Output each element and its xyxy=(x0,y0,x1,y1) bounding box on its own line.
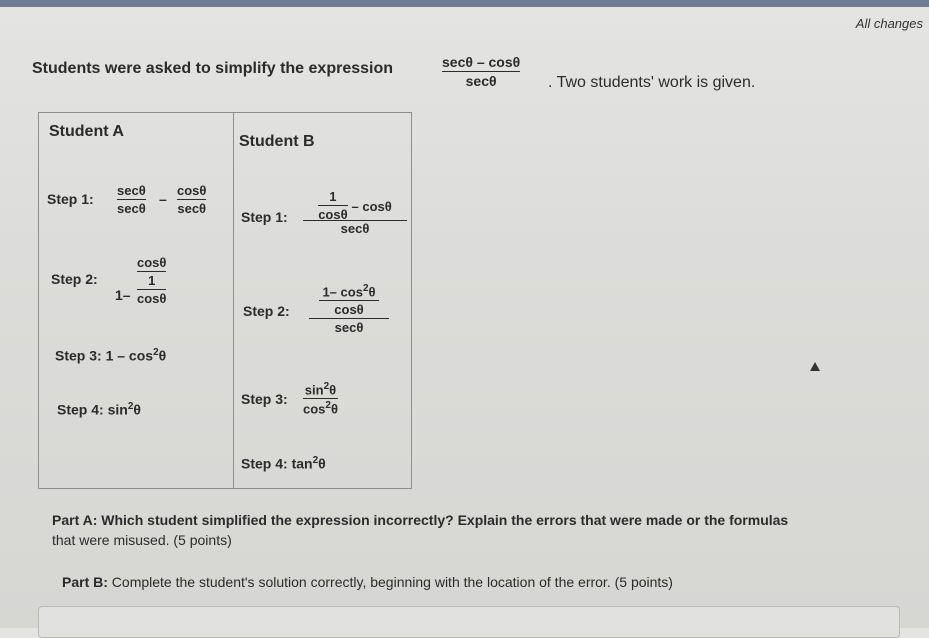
student-a-heading: Student A xyxy=(49,123,124,140)
student-b-step-4: Step 4: $\tan^2\theta$ xyxy=(241,455,326,472)
expression-denominator: secθ xyxy=(465,73,497,89)
student-a-step-3: Step 3: $1 - \cos^2\theta$ xyxy=(55,347,167,364)
top-bar xyxy=(0,0,929,7)
a-step1-fraction-1: secθ secθ xyxy=(117,183,146,216)
b-step3-fraction: $\sin^2\theta$ $\cos^2\theta$ xyxy=(303,381,338,417)
b-step1-inner-fraction: $\frac{1}{\cos\theta}$ xyxy=(318,189,348,222)
student-a-step-4: Step 4: $\sin^2\theta$ xyxy=(57,401,141,418)
question-intro: Students were asked to simplify the expression xyxy=(32,60,393,77)
question-expression xyxy=(442,54,520,89)
student-b-heading: Student B xyxy=(239,133,315,150)
cursor-arrow-icon xyxy=(810,362,820,371)
answer-input[interactable] xyxy=(38,606,900,638)
a-step1-fraction-2: cosθ secθ xyxy=(177,183,207,216)
student-work-table: Student A Student B Step 1: secθ secθ – cosθ secθ Step 2: 1– cosθ 1 cosθ Step 3: $1 - \cos^2\theta$ Step 4: $\sin^2\theta$ Step 1: $\frac{1}{\cos\theta}$ – cosθ secθ Step 2: 1– $\cos^2\theta$ cosθ secθ Step 3: $\sin^2\theta$ $\cos^2\theta$ Step 4: $\tan^2\theta$ xyxy=(38,112,412,489)
a-step2-fraction: cosθ 1 cosθ xyxy=(137,255,167,306)
b-step2-fraction: 1– $\cos^2\theta$ cosθ secθ xyxy=(309,283,389,335)
part-a-points: that were misused. (5 points) xyxy=(52,532,232,548)
expression-numerator: secθ – cosθ xyxy=(442,54,521,70)
part-a-prompt: Part A: Which student simplified the expression incorrectly? Explain the errors that were made or the formulas xyxy=(52,512,789,528)
fraction-bar xyxy=(442,71,520,72)
part-b-prompt: Part B: Complete the student's solution correctly, beginning with the location of the error. (5 points) xyxy=(62,574,673,590)
column-divider xyxy=(233,113,234,488)
question-outro: . Two students' work is given. xyxy=(548,74,756,91)
all-changes-link[interactable]: All changes xyxy=(855,16,923,31)
